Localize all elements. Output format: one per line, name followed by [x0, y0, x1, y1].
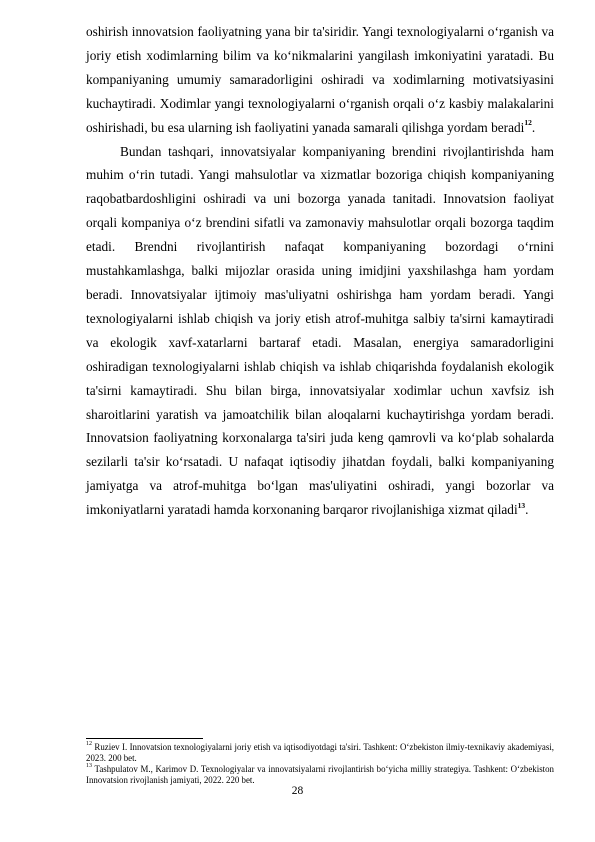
footnote-ref-12[interactable]: 12	[524, 118, 532, 128]
paragraph-1	[86, 20, 554, 140]
body-text	[86, 20, 554, 522]
paragraph-2-text: Bundan tashqari, innovatsiyalar kompaniyaning brendini rivojlantirishda ham muhim o‘rin tutadi. Yangi mahsulotlar va xizmatlar bozoriga chiqish kompaniyaning raqobatbardoshligini oshiradi va uni bozorga yanada tanitadi. Innovatsion faoliyat orqali kompaniya o‘z brendini sifatli va zamonaviy mahsulotlar orqali bozorga taqdim etadi. Brendni rivojlantirish nafaqat kompaniyaning bozordagi o‘rnini mustahkamlashga, balki mijozlar orasida uning imidjini yaxshilashga ham yordam beradi. Innovatsiyalar ijtimoiy mas'uliyatni oshirishga ham yordam beradi. Yangi texnologiyalarni ishlab chiqish va joriy etish atrof-muhitga salbiy ta'sirni kamaytiradi va ekologik xavf-xatarlarni bartaraf etadi. Masalan, energiya samaradorligini oshiradigan texnologiyalarni ishlab chiqish va ishlab chiqarishda foydalanish ekologik ta'sirni kamaytiradi. Shu bilan birga, innovatsiyalar xodimlar uchun xavfsiz ish sharoitlarini yaratish va jamoatchilik bilan aloqalarni kuchaytirishga yordam beradi. Innovatsion faoliyatning korxonalarga ta'siri juda keng qamrovli va ko‘plab sohalarda sezilarli ta'sir ko‘rsatadi. U nafaqat iqtisodiy jihatdan foydali, balki kompaniyaning jamiyatga va atrof-muhitga bo‘lgan mas'uliyatini oshiradi, yangi bozorlar va imkoniyatlarni yaratadi hamda korxonaning barqaror rivojlanishiga xizmat qiladi	[86, 143, 554, 518]
page-number: 28	[291, 785, 304, 797]
footnote-13	[86, 764, 554, 785]
footnote-12	[86, 742, 554, 763]
footnote-number: 13	[86, 763, 92, 770]
footnotes	[86, 742, 554, 786]
footnote-ref-13[interactable]: 13	[517, 500, 526, 510]
footnote-number: 12	[86, 741, 92, 748]
footnote-text: Ruziev I. Innovatsion texnologiyalarni joriy etish va iqtisodiyotdagi ta'siri. Tashkent: O‘zbekiston ilmiy-texnikaviy akademiyasi, 2023. 200 bet.	[86, 742, 554, 763]
paragraph-1-text: oshirish innovatsion faoliyatning yana bir ta'siridir. Yangi texnologiyalarni o‘rganish va joriy etish xodimlarning bilim va ko‘nikmalarini yangilash imkoniyatini yaratadi. Bu kompaniyaning umumiy samaradorligini oshiradi va xodimlarning motivatsiyasini kuchaytiradi. Xodimlar yangi texnologiyalarni o‘rganish orqali o‘z kasbiy malakalarini oshirishadi, bu esa ularning ish faoliyatini yanada samarali qilishga yordam beradi	[86, 24, 554, 135]
footnote-text: Tashpulatov M., Karimov D. Texnologiyalar va innovatsiyalarni rivojlantirish bo‘yicha milliy strategiya. Tashkent: O‘zbekiston Innovatsion rivojlanish jamiyati, 2022. 220 bet.	[86, 764, 554, 785]
paragraph-1-tail: .	[531, 119, 536, 135]
paragraph-2	[86, 140, 554, 523]
footnote-separator	[86, 738, 203, 739]
paragraph-2-tail: .	[525, 502, 529, 518]
